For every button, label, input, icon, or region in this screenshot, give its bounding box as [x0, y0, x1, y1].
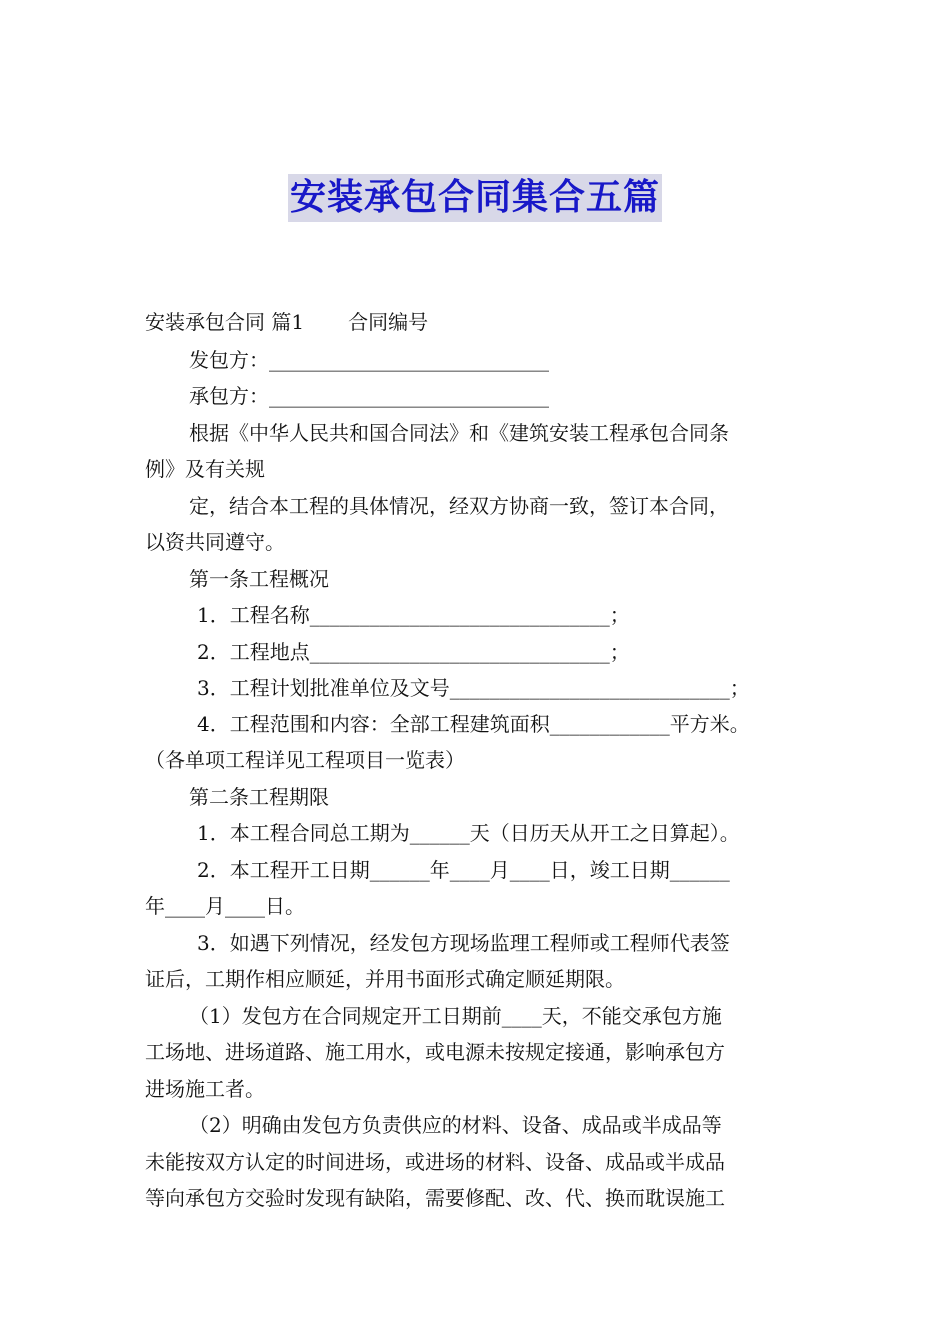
list-item: 2．本工程开工日期______年____月____日，竣工日期______ — [197, 858, 730, 882]
list-item: （2）明确由发包方负责供应的材料、设备、成品或半成品等 — [189, 1113, 722, 1137]
paragraph-line: 定，结合本工程的具体情况，经双方协商一致，签订本合同， — [189, 494, 729, 518]
title-container — [0, 174, 950, 222]
section-heading: 安装承包合同 篇1 — [145, 310, 305, 334]
paragraph-line: 例》及有关规 — [145, 457, 265, 481]
document-title: 安装承包合同集合五篇 — [288, 174, 662, 222]
list-item: 1．本工程合同总工期为______天（日历天从开工之日算起）。 — [197, 821, 740, 845]
paragraph-line: 年____月____日。 — [145, 894, 305, 918]
list-item: 3．工程计划批准单位及文号____________________________； — [197, 676, 750, 700]
article-heading: 第二条工程期限 — [189, 785, 329, 809]
paragraph-line: 等向承包方交验时发现有缺陷，需要修配、改、代、换而耽误施工 — [145, 1186, 725, 1210]
paragraph-line: 进场施工者。 — [145, 1077, 265, 1101]
contractor-line: 承包方：____________________________ — [189, 384, 549, 408]
paragraph-line: （各单项工程详见工程项目一览表） — [145, 748, 465, 772]
section-heading-line — [145, 307, 428, 337]
list-item: 3．如遇下列情况，经发包方现场监理工程师或工程师代表签 — [197, 931, 730, 955]
paragraph-line: 证后，工期作相应顺延，并用书面形式确定顺延期限。 — [145, 967, 625, 991]
employer-line: 发包方：____________________________ — [189, 348, 549, 372]
paragraph-line: 未能按双方认定的时间进场，或进场的材料、设备、成品或半成品 — [145, 1150, 725, 1174]
list-item: 4．工程范围和内容：全部工程建筑面积____________平方米。 — [197, 712, 750, 736]
paragraph-line: 以资共同遵守。 — [145, 530, 285, 554]
list-item: 2．工程地点______________________________； — [197, 640, 630, 664]
contract-number-label: 合同编号 — [348, 310, 429, 334]
paragraph-line: 工场地、进场道路、施工用水，或电源未按规定接通，影响承包方 — [145, 1040, 725, 1064]
list-item: （1）发包方在合同规定开工日期前____天，不能交承包方施 — [189, 1004, 722, 1028]
article-heading: 第一条工程概况 — [189, 567, 329, 591]
paragraph-line: 根据《中华人民共和国合同法》和《建筑安装工程承包合同条 — [189, 421, 729, 445]
list-item: 1．工程名称______________________________； — [197, 603, 630, 627]
